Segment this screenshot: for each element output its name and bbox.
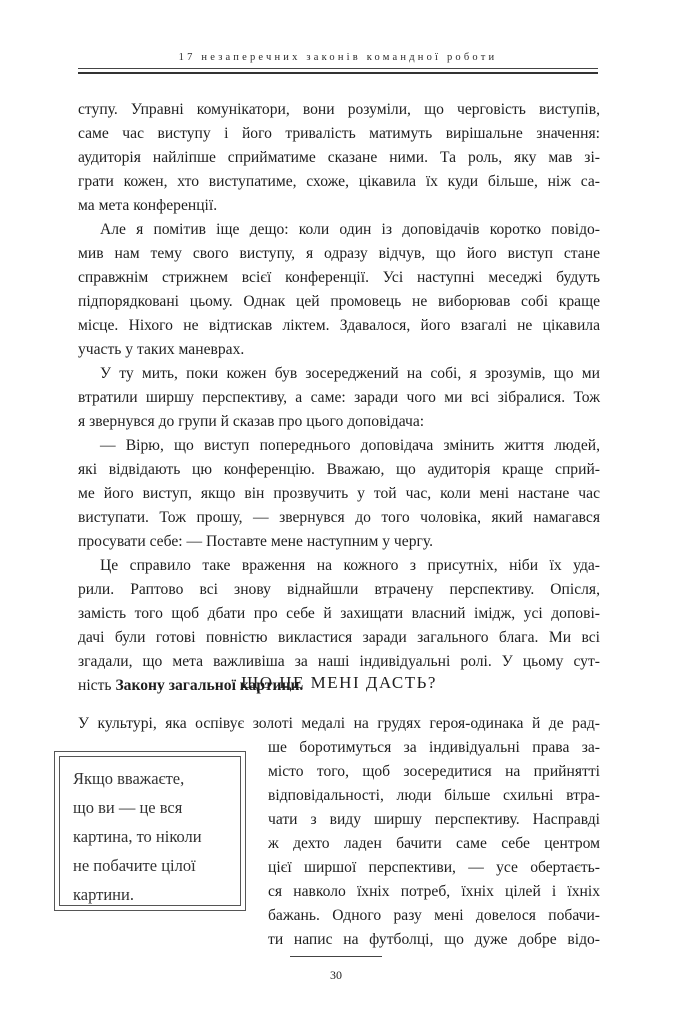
text-line: справжнім стрижнем всієї конференції. Усі наступні меседжі будуть — [78, 269, 600, 286]
text-line: ступу. Управні комунікатори, вони розуміли, що черговість виступів, — [78, 101, 600, 118]
text-line: У ту мить, поки кожен був зосереджений на собі, я зрозумів, що ми — [100, 365, 600, 382]
law-name-bold: Закону загальної картини. — [115, 677, 304, 694]
text-line: ж дехто ладен бачити саме себе центром — [268, 835, 600, 852]
pull-quote-box — [54, 751, 246, 911]
text-line: аудиторія найліпше сприйматиме сказане ними. Та роль, яку мав зі- — [78, 149, 600, 166]
text-line: бажань. Одного разу мені довелося побачи- — [268, 907, 600, 924]
text-line: участь у таких маневрах. — [78, 341, 245, 358]
text-line: замість того щоб дбати про себе й захищати власний імідж, усі допові- — [78, 605, 600, 622]
text-line: цієї ширшої перспективи, — усе обертаєть- — [268, 859, 600, 876]
text-line-start: ність — [78, 677, 116, 694]
section-wrap-text — [268, 736, 600, 952]
running-head: 17 незаперечних законів командної роботи — [178, 52, 498, 63]
text-line: місто того, щоб зосередитися на прийнятті — [268, 763, 600, 780]
text-line: втратили ширшу перспективу, а саме: заради чого ми всі зібралися. Тож — [78, 389, 600, 406]
text-line: місце. Ніхого не відтискав ліктем. Здавалося, його взагалі не цікавила — [78, 317, 600, 334]
text-line: ти напис на футболці, що дуже добре відо- — [268, 931, 600, 948]
text-line: чати з виду ширшу перспективу. Насправді — [268, 811, 600, 828]
text-line: ме його виступ, якщо він прозвучить у той час, коли мені настане час — [78, 485, 600, 502]
pull-quote-text — [73, 764, 243, 909]
section-heading: ЩО ЦЕ МЕНІ ДАСТЬ? — [241, 673, 437, 692]
body-text — [78, 98, 600, 698]
pull-quote-line: не побачите цілої — [73, 856, 196, 875]
text-line: — Вірю, що виступ попереднього доповідача змінить життя людей, — [100, 437, 600, 454]
text-line: ся навколо їхніх потреб, їхніх цілей і їхніх — [268, 883, 600, 900]
text-line: просувати себе: — Поставте мене наступним у чергу. — [78, 533, 434, 550]
text-line: які відвідають цю конференцію. Вважаю, що аудиторія краще сприй- — [78, 461, 600, 478]
text-line: підпорядковані цьому. Однак цей промовець не виборював собі краще — [78, 293, 600, 310]
text-line: мив нам тему свого виступу, я одразу відчув, що його виступ стане — [78, 245, 600, 262]
header-rule-thin — [78, 68, 598, 69]
text-line: ма мета конференції. — [78, 197, 218, 214]
text-line: саме час виступу і його тривалість матимуть вирішальне значення: — [78, 125, 600, 142]
text-line: грати кожен, хто виступатиме, схоже, цікавила їх куди більше, ніж са- — [78, 173, 600, 190]
text-line: Але я помітив іще дещо: коли один із доповідачів коротко повідо- — [100, 221, 600, 238]
text-line: Це справило таке враження на кожного з присутніх, ніби їх уда- — [100, 557, 600, 574]
text-line: я звернувся до групи й сказав про цього доповідача: — [78, 413, 425, 430]
text-line: виступати. Тож прошу, — звернувся до того чоловіка, який намагався — [78, 509, 600, 526]
footer-rule — [290, 956, 382, 957]
text-line: ше боротимуться за індивідуальні права за- — [268, 739, 600, 756]
page-number: 30 — [330, 968, 342, 982]
section-first-line — [78, 712, 600, 736]
text-line: відповідальності, люди більше схильні втра- — [268, 787, 600, 804]
pull-quote-line: Якщо вважаєте, — [73, 769, 185, 788]
text-line: дачі були готові повністю викластися заради загального блага. Ми всі — [78, 629, 600, 646]
pull-quote-line: картина, то ніколи — [73, 827, 202, 846]
text-line: рили. Раптово всі знову віднайшли втрачену перспективу. Опісля, — [78, 581, 600, 598]
header-rule-thick — [78, 72, 598, 74]
text-line: згадали, що мета важливіша за наші індивідуальні ролі. У цьому сут- — [78, 653, 600, 670]
pull-quote-line: картини. — [73, 885, 134, 904]
pull-quote-line: що ви — це вся — [73, 798, 183, 817]
text-line: У культурі, яка оспівує золоті медалі на грудях героя-одинака й де рад- — [78, 715, 600, 732]
